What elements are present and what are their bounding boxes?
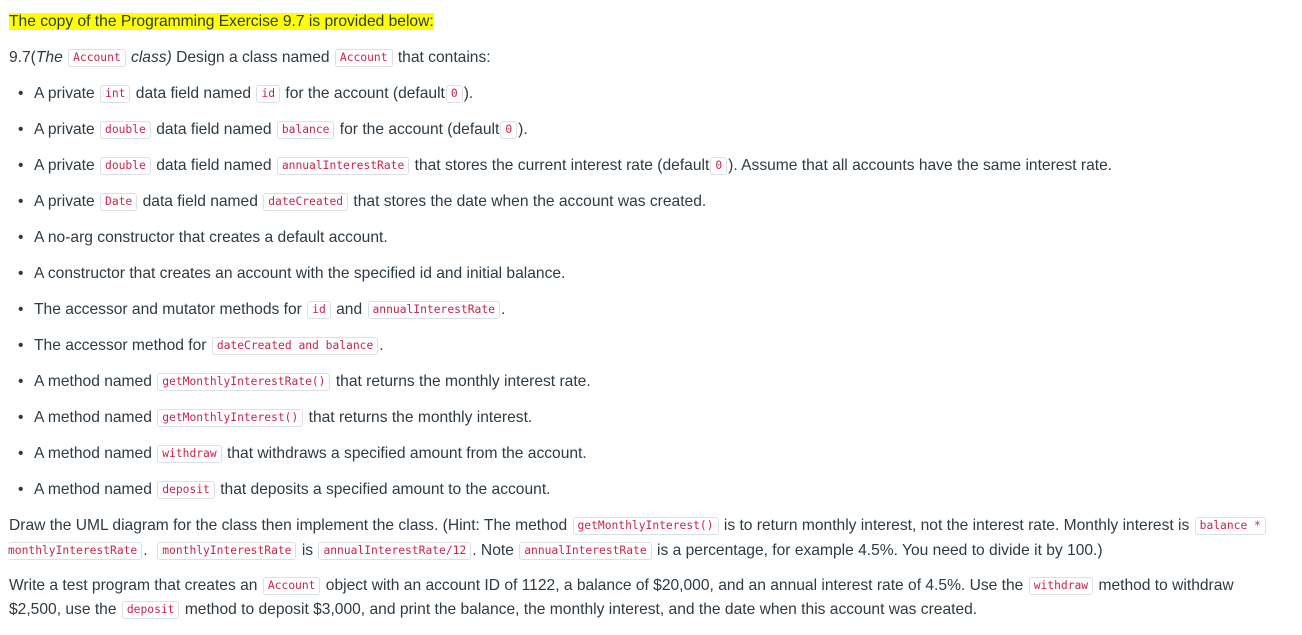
contains-text: that contains:	[397, 49, 491, 66]
test-line-1: Write a test program that creates an Account object with an account ID of 1122, a balance of $20,000, and an annual interest rate of 4.5%. Use the withdraw method to withdraw	[9, 577, 1234, 594]
list-item: • A constructor that creates an account with the specified id and initial balance.	[18, 265, 566, 282]
list-item: • A method named getMonthlyInterestRate() that returns the monthly interest rate.	[18, 373, 591, 390]
list-item: • A private int data field named id for the account (default 0 ).	[18, 85, 474, 102]
intro-highlight: The copy of the Programming Exercise 9.7 is provided below:	[9, 13, 434, 30]
code-account-2: Account	[335, 49, 393, 67]
list-item: • A method named withdraw that withdraws a specified amount from the account.	[18, 445, 587, 462]
code-account: Account	[68, 49, 126, 67]
class-word: class)	[131, 49, 172, 66]
list-item: • A method named getMonthlyInterest() that returns the monthly interest.	[18, 409, 533, 426]
list-item: • A no-arg constructor that creates a default account.	[18, 229, 388, 246]
list-item: • A method named deposit that deposits a specified amount to the account.	[18, 481, 551, 498]
design-text: Design a class named	[176, 49, 330, 66]
list-item: • A private Date data field named dateCreated that stores the date when the account was created.	[18, 193, 707, 210]
list-item: • A private double data field named balance for the account (default 0 ).	[18, 121, 528, 138]
hint-line-2: monthlyInterestRate . monthlyInterestRate is annualInterestRate/12 . Note annualInterestRate is a percentage, for example 4.5%. You need to divide it by 100.)	[8, 542, 1103, 559]
intro-line	[9, 11, 434, 33]
list-item: • The accessor method for dateCreated and balance .	[18, 337, 384, 354]
list-item: • The accessor and mutator methods for id and annualInterestRate .	[18, 301, 506, 318]
test-line-2: $2,500, use the deposit method to deposit $3,000, and print the balance, the monthly interest, and the date when this account was created.	[9, 601, 978, 618]
list-item: • A private double data field named annualInterestRate that stores the current interest rate (default 0 ). Assume that all accounts have the same interest rate.	[18, 157, 1113, 174]
hint-line-1: Draw the UML diagram for the class then implement the class. (Hint: The method getMonthlyInterest() is to return monthly interest, not the interest rate. Monthly interest is balance *	[9, 515, 1267, 537]
exercise-heading	[9, 47, 491, 69]
exercise-number: 9.7(	[9, 49, 36, 66]
the-word: The	[35, 49, 63, 66]
